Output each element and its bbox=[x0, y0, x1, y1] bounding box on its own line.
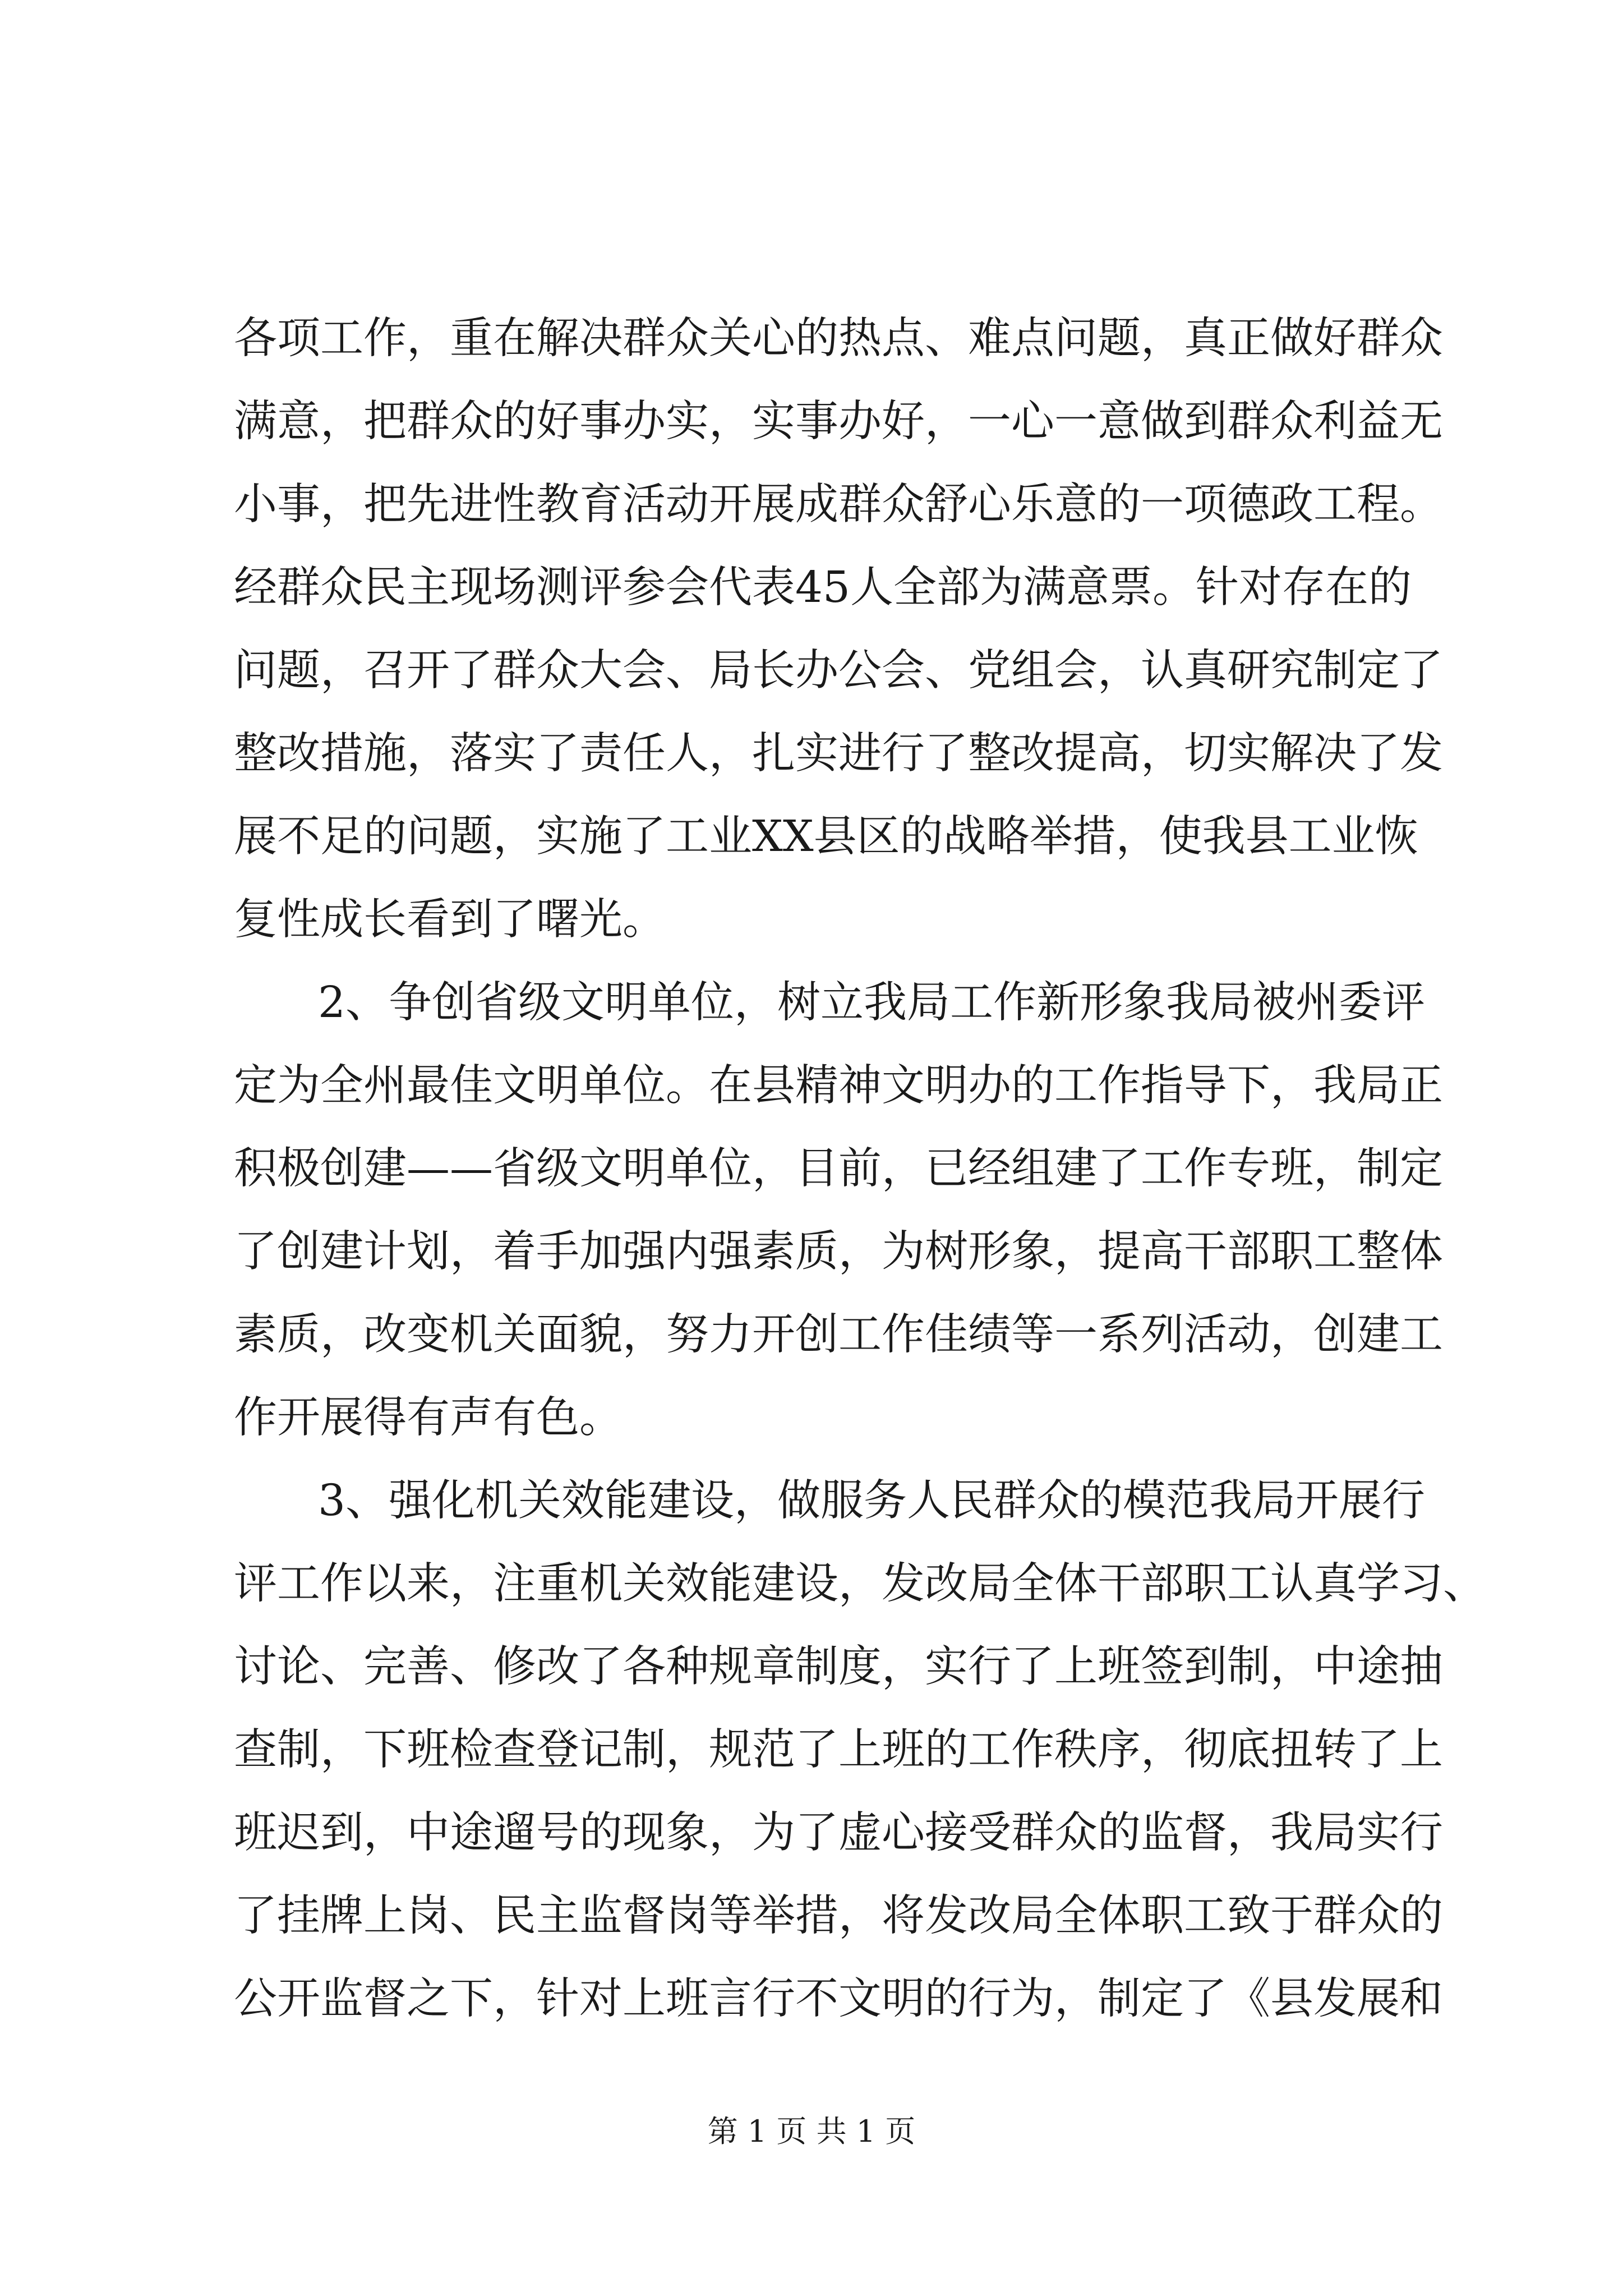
paragraph-first-line: 2、争创省级文明单位，树立我局工作新形象我局被州委评 bbox=[318, 978, 1425, 1028]
paragraph-first-line: 3、强化机关效能建设，做服务人民群众的模范我局开展行 bbox=[318, 1476, 1425, 1526]
text-line: 小事，把先进性教育活动开展成群众舒心乐意的一项德政工程。 bbox=[234, 480, 1443, 530]
text-line: 整改措施，落实了责任人，扎实进行了整改提高，切实解决了发 bbox=[234, 729, 1443, 779]
text-line: 定为全州最佳文明单位。在县精神文明办的工作指导下，我局正 bbox=[234, 1061, 1443, 1111]
text-line: 作开展得有声有色。 bbox=[234, 1393, 623, 1443]
text-line: 班迟到，中途遛号的现象，为了虚心接受群众的监督，我局实行 bbox=[234, 1808, 1443, 1858]
text-line: 查制，下班检查登记制，规范了上班的工作秩序，彻底扭转了上 bbox=[234, 1725, 1443, 1775]
text-line: 了创建计划，着手加强内强素质，为树形象，提高干部职工整体 bbox=[234, 1227, 1443, 1277]
text-line: 满意，把群众的好事办实，实事办好，一心一意做到群众利益无 bbox=[234, 397, 1443, 447]
text-line: 评工作以来，注重机关效能建设，发改局全体干部职工认真学习、 bbox=[234, 1559, 1486, 1609]
text-line: 公开监督之下，针对上班言行不文明的行为，制定了《县发展和 bbox=[234, 1974, 1443, 2024]
body-text bbox=[234, 297, 1486, 2041]
text-line: 经群众民主现场测评参会代表45人全部为满意票。针对存在的 bbox=[234, 563, 1412, 613]
text-line: 讨论、完善、修改了各种规章制度，实行了上班签到制，中途抽 bbox=[234, 1642, 1443, 1692]
page-number-footer: 第 1 页 共 1 页 bbox=[707, 2114, 916, 2149]
text-line: 素质，改变机关面貌，努力开创工作佳绩等一系列活动，创建工 bbox=[234, 1310, 1443, 1360]
text-line: 了挂牌上岗、民主监督岗等举措，将发改局全体职工致于群众的 bbox=[234, 1891, 1443, 1941]
text-line: 展不足的问题，实施了工业XX县区的战略举措，使我县工业恢 bbox=[234, 812, 1418, 862]
text-line: 积极创建——省级文明单位，目前，已经组建了工作专班，制定 bbox=[234, 1144, 1443, 1194]
text-line: 问题，召开了群众大会、局长办公会、党组会，认真研究制定了 bbox=[234, 646, 1443, 696]
text-line: 各项工作，重在解决群众关心的热点、难点问题，真正做好群众 bbox=[234, 314, 1443, 364]
text-line: 复性成长看到了曙光。 bbox=[234, 895, 666, 945]
